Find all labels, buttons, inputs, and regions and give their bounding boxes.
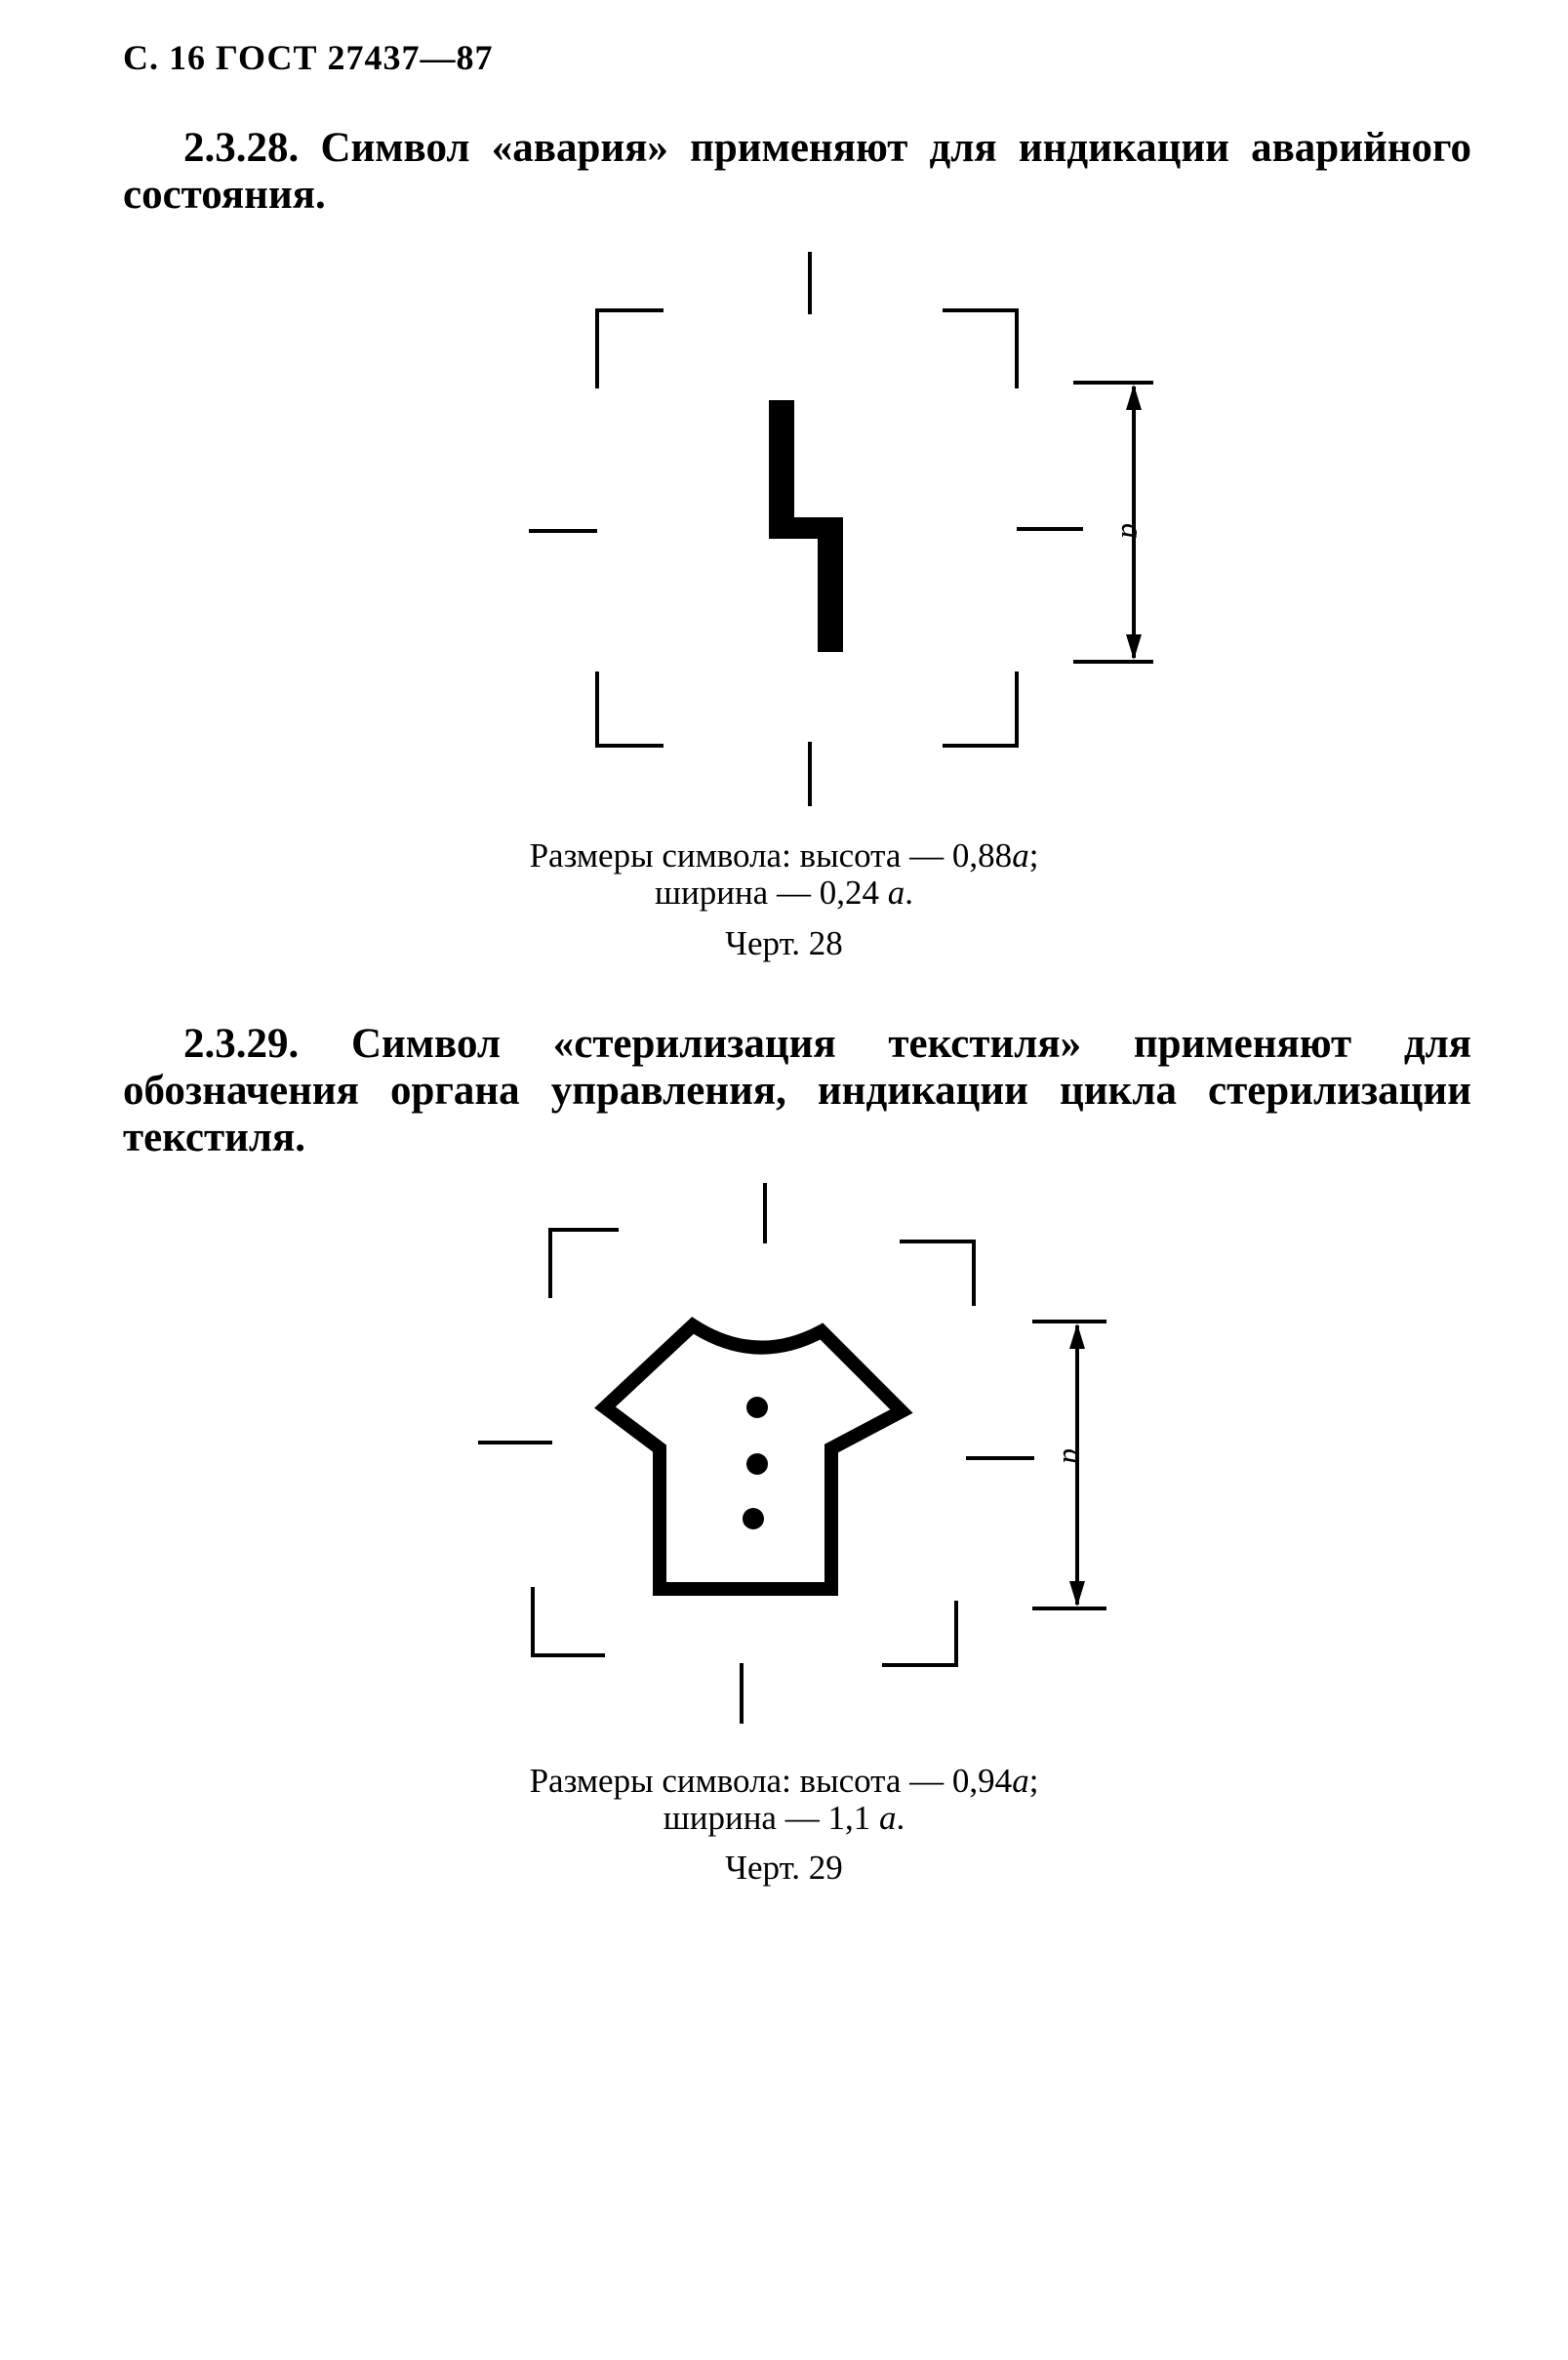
figure-29-caption: Размеры символа: высота — 0,94a; ширина — 1,1 a. [529,1762,1039,1837]
figure-28-label: Черт. 28 [725,924,843,962]
figure-28-caption: Размеры символа: высота — 0,88a; ширина — 0,24 a. [529,836,1039,912]
section-number: 2.3.29. [183,1021,300,1067]
section-2-3-28-text [123,125,1471,219]
section-2-3-29-text [123,1021,1471,1161]
page-header: С. 16 ГОСТ 27437—87 [123,38,494,77]
figure-29 [0,1161,1568,1728]
shirt-icon [605,1325,902,1589]
figure-28 [0,234,1568,820]
section-body: Символ «авария» применяют для индикации аварийного состояния. [123,125,1471,218]
section-number: 2.3.28. [183,125,300,171]
lightning-icon [769,400,843,652]
section-body: Символ «стерилизация текстиля» применяют для обозначения органа управления, индикации цикла стерилизации текстиля. [123,1021,1471,1160]
dimension-label-a: a [1115,523,1150,539]
figure-29-frame [478,1183,1106,1724]
dimension-label-a: a [1057,1448,1092,1464]
figure-29-label: Черт. 29 [725,1849,843,1887]
